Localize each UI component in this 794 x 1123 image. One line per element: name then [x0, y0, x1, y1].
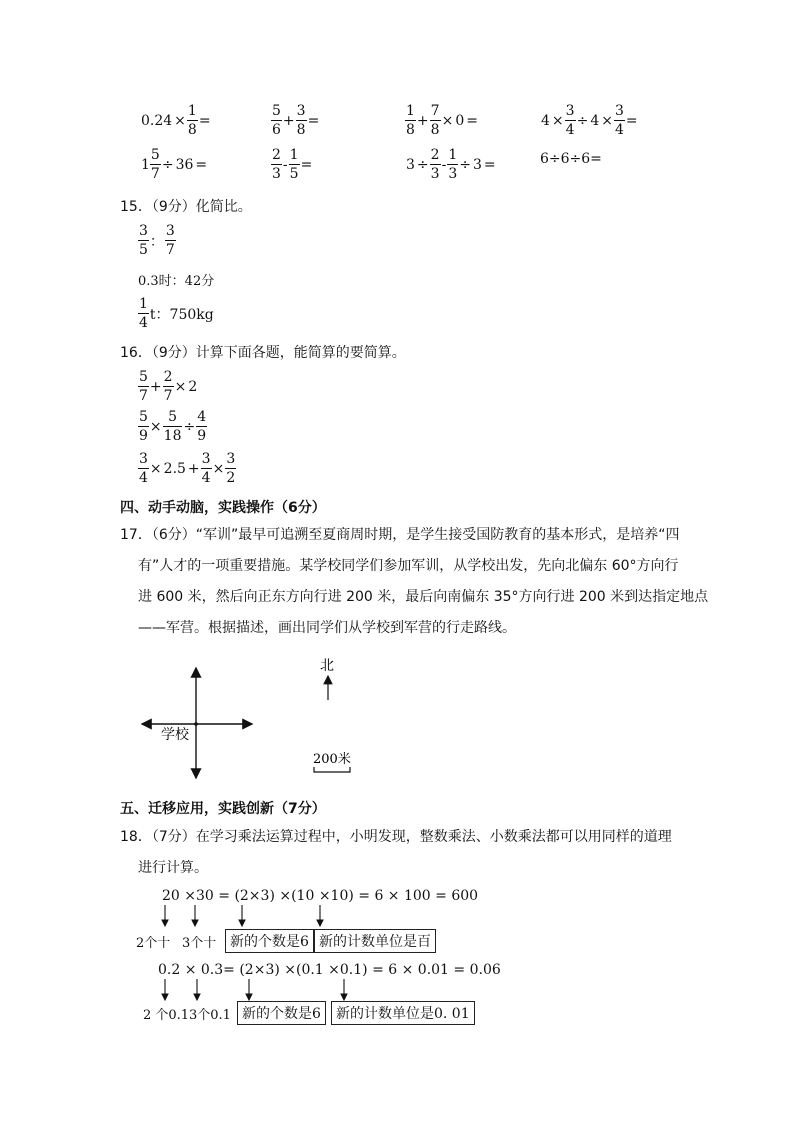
fraction: $\frac{5}{6}$ — [272, 103, 281, 138]
fraction: $\frac{3}{4}$ — [139, 451, 148, 486]
q18-box-new-count-2: 新的个数是6 — [237, 1001, 326, 1025]
q17-line2: 有”人才的一项重要措施。某学校同学们参加军训，从学校出发，先向北偏东 60°方向行 — [138, 558, 679, 574]
fraction: $\frac{2}{3}$ — [430, 147, 440, 182]
q17-line1: 17．（6分）“军训”最早可追溯至夏商周时期，是学生接受国防教育的基本形式，是培养“四 — [120, 527, 680, 543]
q16-item3: $\frac{3}{4}$ × 2.5 + $\frac{3}{4}$ × $\frac{3}{2}$ — [139, 451, 236, 486]
q18-line2: 进行计算。 — [138, 860, 208, 876]
q17-line4: ——军营。根据描述，画出同学们从学校到军营的行走路线。 — [138, 620, 516, 636]
calc-row1-expr4: 4 × $\frac{3}{4}$ ÷ 4 × $\frac{3}{4}$ = — [541, 103, 638, 138]
fraction: $\frac{4}{9}$ — [197, 409, 207, 444]
q18-box-new-unit-1: 新的计数单位是百 — [314, 929, 436, 953]
question-16-heading: 16．（9分）计算下面各题，能简算的要简算。 — [120, 345, 406, 361]
fraction: $\frac{1}{5}$ — [289, 147, 299, 182]
fraction: $\frac{7}{8}$ — [430, 103, 440, 138]
calc-row1-expr2: $\frac{5}{6}$ + $\frac{3}{8}$ = — [272, 103, 320, 138]
scale-bar — [314, 767, 350, 772]
q16-item2: $\frac{5}{9}$ × $\frac{5}{18}$ ÷ $\frac{4}{9}$ — [139, 409, 207, 444]
fraction: $\frac{3}{8}$ — [296, 103, 306, 138]
fraction: $\frac{5}{7}$ — [150, 147, 160, 182]
section-4-heading: 四、动手动脑，实践操作（6分） — [120, 500, 326, 516]
fraction: $\frac{5}{9}$ — [139, 409, 148, 444]
school-label: 学校 — [161, 727, 189, 743]
fraction: $\frac{2}{7}$ — [163, 369, 173, 404]
calc-row2-expr1: 1 $\frac{5}{7}$ ÷ 36 = — [141, 147, 208, 182]
q18-box-new-count-1: 新的个数是6 — [225, 929, 314, 953]
q18-equation-2: 0.2 × 0.3= (2×3) ×(0.1 ×0.1) = 6 × 0.01 = 0.06 — [158, 962, 501, 978]
calc-row1-expr3: $\frac{1}{8}$ + $\frac{7}{8}$ × 0 = — [406, 103, 478, 138]
calc-row2-expr4: 6÷6÷6= — [540, 151, 602, 167]
fraction: $\frac{3}{2}$ — [226, 451, 236, 486]
q18-line1: 18．（7分）在学习乘法运算过程中，小明发现，整数乘法、小数乘法都可以用同样的道理 — [120, 829, 672, 845]
q15-item1: $\frac{3}{5}$ ： $\frac{3}{7}$ — [139, 223, 175, 258]
q18-label-three-tenths: 3个0.1 — [189, 1008, 231, 1023]
fraction: $\frac{1}{8}$ — [406, 103, 415, 138]
q16-item1: $\frac{5}{7}$ + $\frac{2}{7}$ × 2 — [139, 369, 198, 404]
q18-label-two-tenths: 2 个0.1 — [143, 1008, 190, 1023]
fraction: $\frac{1}{3}$ — [448, 147, 458, 182]
section-5-heading: 五、迁移应用，实践创新（7分） — [120, 801, 326, 817]
calc-row1-expr1: 0.24 × $\frac{1}{8}$ = — [141, 103, 211, 138]
q18-label-two-tens: 2个十 — [136, 936, 171, 951]
q15-item3: $\frac{1}{4}$ t：750kg — [139, 296, 214, 331]
question-15-heading: 15．（9分）化简比。 — [120, 199, 252, 215]
q18-arrows-1 — [150, 904, 350, 930]
q17-line3: 进 600 米，然后向正东方向行进 200 米，最后向南偏东 35°方向行进 200 米到达指定地点 — [138, 589, 709, 605]
fraction: $\frac{3}{4}$ — [614, 103, 624, 138]
fraction: $\frac{1}{8}$ — [187, 103, 197, 138]
scale-label: 200米 — [313, 752, 351, 767]
q18-equation-1: 20 ×30 = (2×3) ×(10 ×10) = 6 × 100 = 600 — [162, 888, 479, 904]
fraction: $\frac{5}{7}$ — [139, 369, 148, 404]
route-diagram — [130, 650, 390, 790]
school-point — [194, 722, 198, 726]
fraction: $\frac{3}{5}$ — [139, 223, 148, 258]
q15-item2: 0.3时：42分 — [138, 274, 215, 289]
fraction: $\frac{3}{7}$ — [165, 223, 175, 258]
fraction: $\frac{3}{4}$ — [201, 451, 211, 486]
fraction: $\frac{3}{4}$ — [565, 103, 575, 138]
north-label: 北 — [320, 658, 334, 674]
fraction: $\frac{2}{3}$ — [272, 147, 281, 182]
fraction: $\frac{5}{18}$ — [163, 409, 182, 444]
calc-row2-expr3: 3 ÷ $\frac{2}{3}$ - $\frac{1}{3}$ ÷ 3 = — [406, 147, 496, 182]
calc-row2-expr2: $\frac{2}{3}$ - $\frac{1}{5}$ = — [272, 147, 313, 182]
q18-label-three-tens: 3个十 — [182, 936, 217, 951]
fraction: $\frac{1}{4}$ — [139, 296, 148, 331]
q18-box-new-unit-2: 新的计数单位是0. 01 — [331, 1001, 475, 1025]
